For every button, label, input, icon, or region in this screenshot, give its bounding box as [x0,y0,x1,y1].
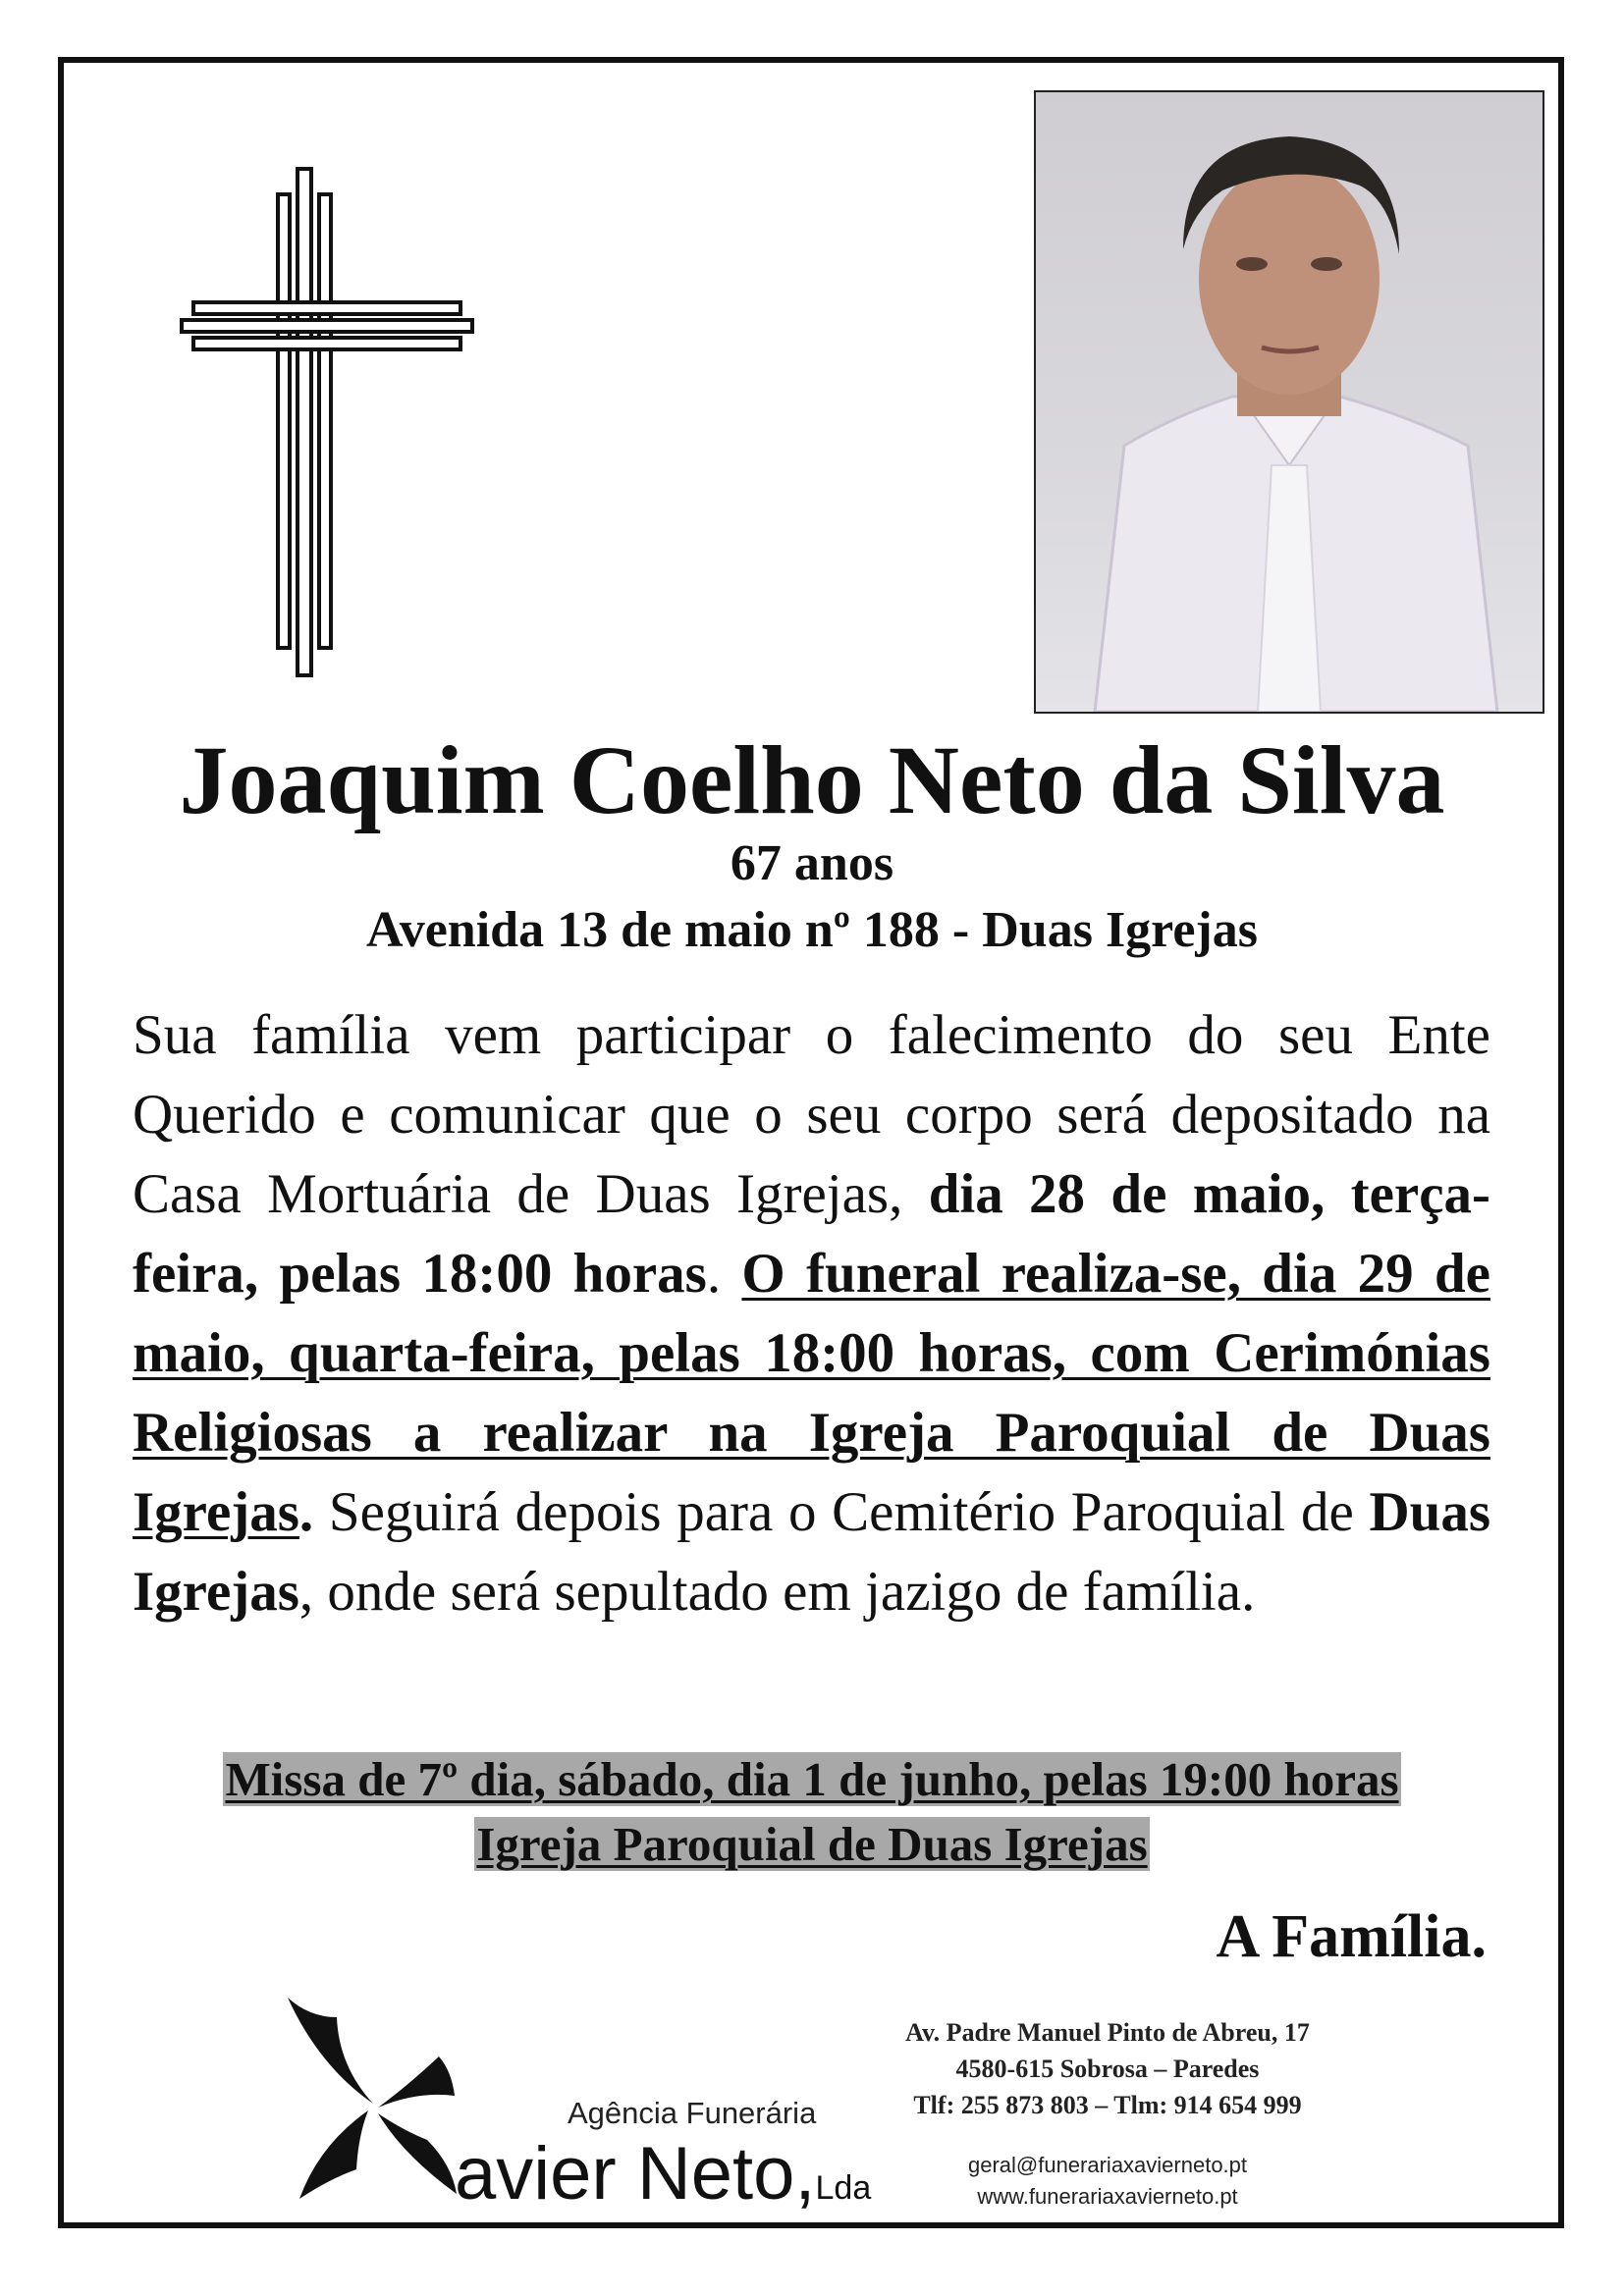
agency-logo-icon [280,1998,461,2199]
agency-contact [872,2014,1343,2123]
announcement-text-3: . [706,1243,742,1305]
agency-suffix: Lda [815,2169,872,2207]
funeral-details: O funeral realiza-se, dia 29 de maio, quarta-feira, pelas 18:00 horas, com Cerimónias Religiosas a realizar na Igreja Paroquial de Duas Igrejas [133,1243,1490,1543]
agency-address-line-2: 4580-615 Sobrosa – Paredes [955,2055,1260,2083]
agency-online [872,2150,1343,2213]
announcement-text-6: Seguirá depois para o Cemitério Paroquial de [313,1481,1370,1543]
portrait-photo [1034,90,1544,714]
deceased-address: Avenida 13 de maio nº 188 - Duas Igrejas [366,902,1258,958]
announcement-text-5: . [298,1481,314,1543]
mass-location: Igreja Paroquial de Duas Igrejas [476,1817,1148,1871]
agency-name-text: avier Neto, [455,2132,816,2216]
deceased-age: 67 anos [730,835,894,891]
agency-website[interactable]: www.funerariaxavierneto.pt [977,2184,1238,2209]
agency-name [455,2132,872,2227]
agency-email[interactable]: geral@funerariaxavierneto.pt [967,2153,1248,2177]
agency-subtitle: Agência Funerária [568,2096,817,2130]
agency-address-line-1: Av. Padre Manuel Pinto de Abreu, 17 [905,2018,1310,2047]
cross-icon [180,167,474,677]
signoff: A Família. [1216,1903,1487,1970]
announcement-text-1: Sua família vem participar o falecimento do seu Ente Querido e comunicar que o seu corpo será depositado na Casa Mortuária de Duas Igrejas, [133,1004,1490,1225]
announcement-paragraph [133,995,1490,1631]
cemetery-location: Duas Igrejas [133,1481,1490,1623]
deceased-name: Joaquim Coelho Neto da Silva [179,725,1445,834]
announcement-text-8: , onde será sepultado em jazigo de família. [298,1561,1256,1623]
mass-notice [0,1747,1624,1877]
mass-date: Missa de 7º dia, sábado, dia 1 de junho, pelas 19:00 horas [225,1752,1399,1806]
wake-date: dia 28 de maio, terça-feira, pelas 18:00 horas [133,1163,1491,1305]
agency-phones: Tlf: 255 873 803 – Tlm: 914 654 999 [913,2091,1302,2119]
